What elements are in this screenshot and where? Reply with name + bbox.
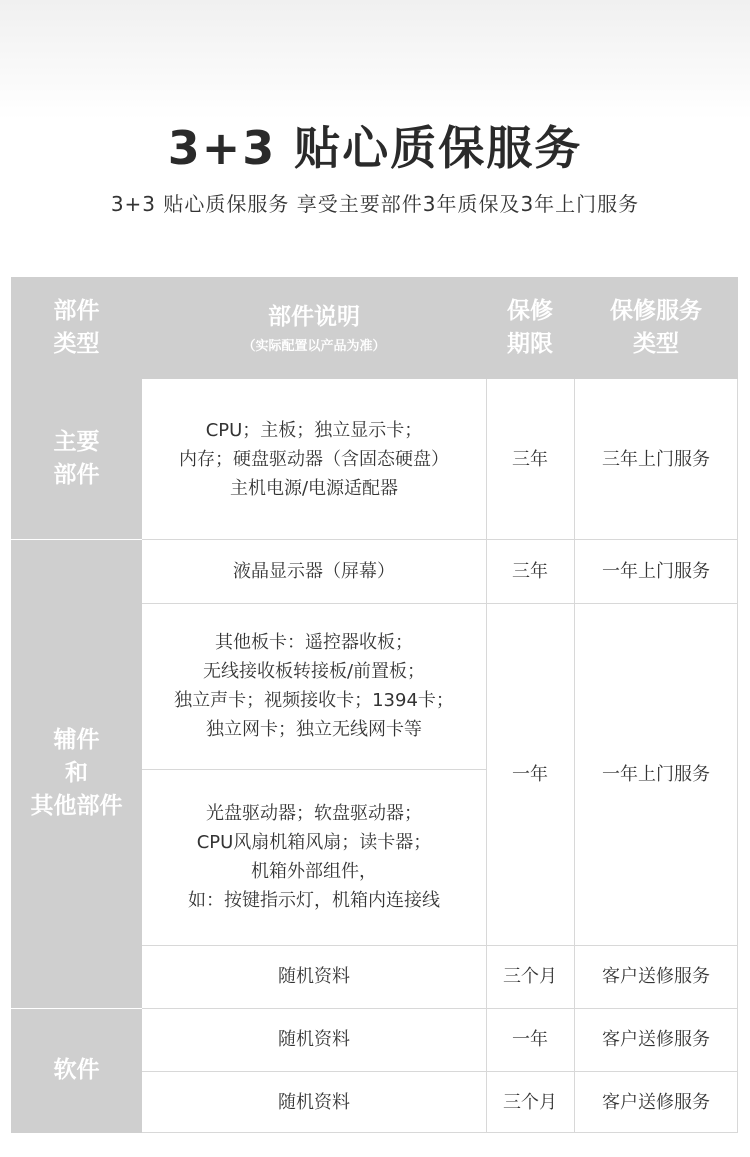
header-service-type: 保修服务 类型 xyxy=(574,277,738,379)
software-docs-2-service: 客户送修服务 xyxy=(602,1091,710,1113)
main-parts-desc: CPU；主板；独立显示卡； 内存；硬盘驱动器（含固态硬盘） 主机电源/电源适配器 xyxy=(179,419,449,499)
aux-period: 一年 xyxy=(512,763,548,785)
header-part-type: 部件 类型 xyxy=(11,277,142,379)
drives-desc: 光盘驱动器；软盘驱动器； CPU风扇机箱风扇；读卡器； 机箱外部组件， 如：按键指示灯，机箱内连接线 xyxy=(188,803,440,911)
main-parts-service: 三年上门服务 xyxy=(602,448,710,470)
aux-service: 一年上门服务 xyxy=(602,763,710,785)
group-main-parts: 主要 部件 xyxy=(11,379,142,539)
header-part-desc: 部件说明 （实际配置以产品为准） xyxy=(142,277,486,379)
aux-docs-desc: 随机资料 xyxy=(278,966,350,987)
lcd-service: 一年上门服务 xyxy=(602,560,710,582)
header-desc-note: （实际配置以产品为准） xyxy=(242,338,386,354)
group-aux-parts: 辅件 和 其他部件 xyxy=(11,539,142,1008)
boards-desc: 其他板卡：遥控器收板； 无线接收板转接板/前置板； 独立声卡；视频接收卡；1394卡； 独立网卡；独立无线网卡等 xyxy=(174,632,454,740)
aux-docs-service: 客户送修服务 xyxy=(602,966,710,987)
warranty-table xyxy=(11,277,738,1133)
lcd-period: 三年 xyxy=(512,560,548,582)
group-software: 软件 xyxy=(11,1008,142,1133)
page-subtitle: 3+3 贴心质保服务 享受主要部件3年质保及3年上门服务 xyxy=(110,192,640,216)
software-docs-1-service: 客户送修服务 xyxy=(602,1029,710,1050)
main-parts-period: 三年 xyxy=(512,448,548,470)
lcd-desc: 液晶显示器（屏幕） xyxy=(233,560,395,582)
header-warranty-period: 保修 期限 xyxy=(486,277,574,379)
software-docs-2-period: 三个月 xyxy=(503,1091,557,1113)
page-title: 3+3 贴心质保服务 xyxy=(167,121,583,175)
software-docs-2-desc: 随机资料 xyxy=(278,1091,350,1113)
software-docs-1-desc: 随机资料 xyxy=(278,1029,350,1050)
aux-docs-period: 三个月 xyxy=(503,966,557,987)
software-docs-1-period: 一年 xyxy=(512,1029,548,1050)
